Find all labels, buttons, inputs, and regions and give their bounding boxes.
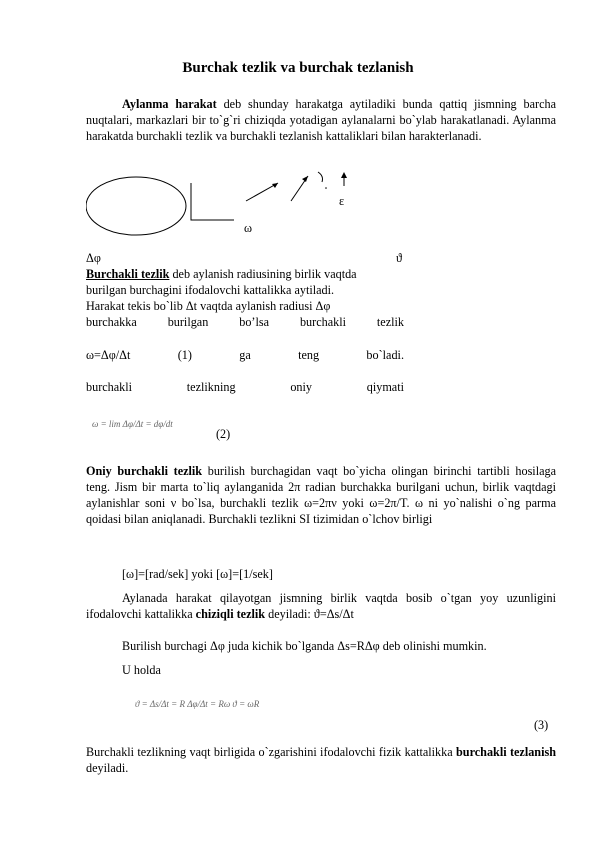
def-line-2: burilgan burchagini ifodalovchi kattalikka aytiladi. [86,283,335,297]
word: burchakka [86,315,137,329]
linear-post: deyiladi: ϑ=Δs/Δt [265,607,354,621]
formula-1: ω=Δφ/Δt [86,348,131,362]
instant-velocity-term: Oniy burchakli tezlik [86,464,203,478]
arrowhead-2 [302,176,308,182]
word: ga [239,348,251,362]
equation-number-1: (1) [177,348,192,362]
word: bo’lsa [239,315,270,329]
word: bo`ladi. [366,348,404,362]
word: burchakli [86,380,133,394]
def-spread-line-1 [86,314,404,330]
axis-corner [191,183,234,220]
accel-pre: Burchakli tezlikning vaqt birligida o`zgarishini ifodalovchi fizik kattalikka [86,745,457,759]
formula-2-image: ω = lim Δφ/Δt = dφ/dt [92,419,173,429]
equation-number-3: (3) [534,718,549,732]
linear-pre: Aylanada harakat qilayotgan jismning birlik vaqtda bosib o`tgan yoy uzunligini ifodalovchi kattalikka [86,591,556,621]
epsilon-label: ε [339,194,345,208]
def-spread-line-2 [86,347,404,363]
linear-velocity-paragraph [86,590,556,622]
word: burilgan [167,315,209,329]
intro-text: deb shunday harakatga aytiladiki bunda qattiq jismning barcha nuqtalari, markazlari bir to`g`ri chiziqda yotadigan aylanalarni bo`ylab harakatlanadi. Aylanma harakatda burchakli tezlik va burchakli tezlanish kattaliklari bilan harakterlanadi. [86,97,556,143]
rotation-figure [86,168,366,238]
dot-mark [325,187,327,189]
linear-velocity-term: chiziqli tezlik [195,607,266,621]
page-title: Burchak tezlik va burchak tezlanish [182,60,414,76]
angular-acceleration-paragraph [86,744,556,776]
accel-post: deyiladi. [86,761,129,775]
word: qiymati [366,380,404,394]
word: burchakli [299,315,346,329]
delta-phi-symbol: Δφ [86,251,101,265]
epsilon-arrowhead [341,172,347,178]
word: teng [298,348,320,362]
word: tezlik [376,315,404,329]
omega-label: ω [244,221,253,235]
angular-velocity-definition [86,266,404,314]
angular-velocity-term: Burchakli tezlik [86,267,170,281]
word: oniy [290,380,312,394]
vector-arrow-1 [246,183,278,201]
theta-symbol: ϑ [396,251,403,265]
instant-velocity-text: burilish burchagidan vaqt bo`yicha olingan birinchi tartibli hosilaga teng. Jism bir marta to`liq aylanganida 2π radian burchakka burilgani uchun, birlik vaqtdagi aylanishlar soni ν bo`lsa, burchakli tezlik ω=2πν yoki ω=2π/T. ω ni yo`nalishi o`ng parma qoidasi bilan aniqlanadi. Burchakli tezlikni SI tizimidan o`lchov birligi [86,464,556,526]
intro-term: Aylanma harakat [122,97,217,111]
angular-acceleration-term: burchakli tezlanish [456,745,556,759]
rotation-ellipse [86,177,186,235]
small-angle-text: Burilish burchagi Δφ juda kichik bo`lganda Δs=RΔφ deb olinishi mumkin. [122,639,487,653]
u-holda-text: U holda [122,663,161,677]
def-spread-line-3 [86,379,404,395]
equation-number-2: (2) [216,427,231,441]
def-line-1: deb aylanish radiusining birlik vaqtda [169,267,357,281]
word: tezlikning [186,380,236,394]
instant-velocity-paragraph [86,463,556,527]
rotation-curve [318,172,323,182]
intro-paragraph [86,96,556,144]
def-line-3: Harakat tekis bo`lib Δt vaqtda aylanish radiusi Δφ [86,299,331,313]
si-units: [ω]=[rad/sek] yoki [ω]=[1/sek] [122,567,273,581]
formula-3-image: ϑ = Δs/Δt = R Δφ/Δt = Rω ϑ = ωR [135,699,260,709]
